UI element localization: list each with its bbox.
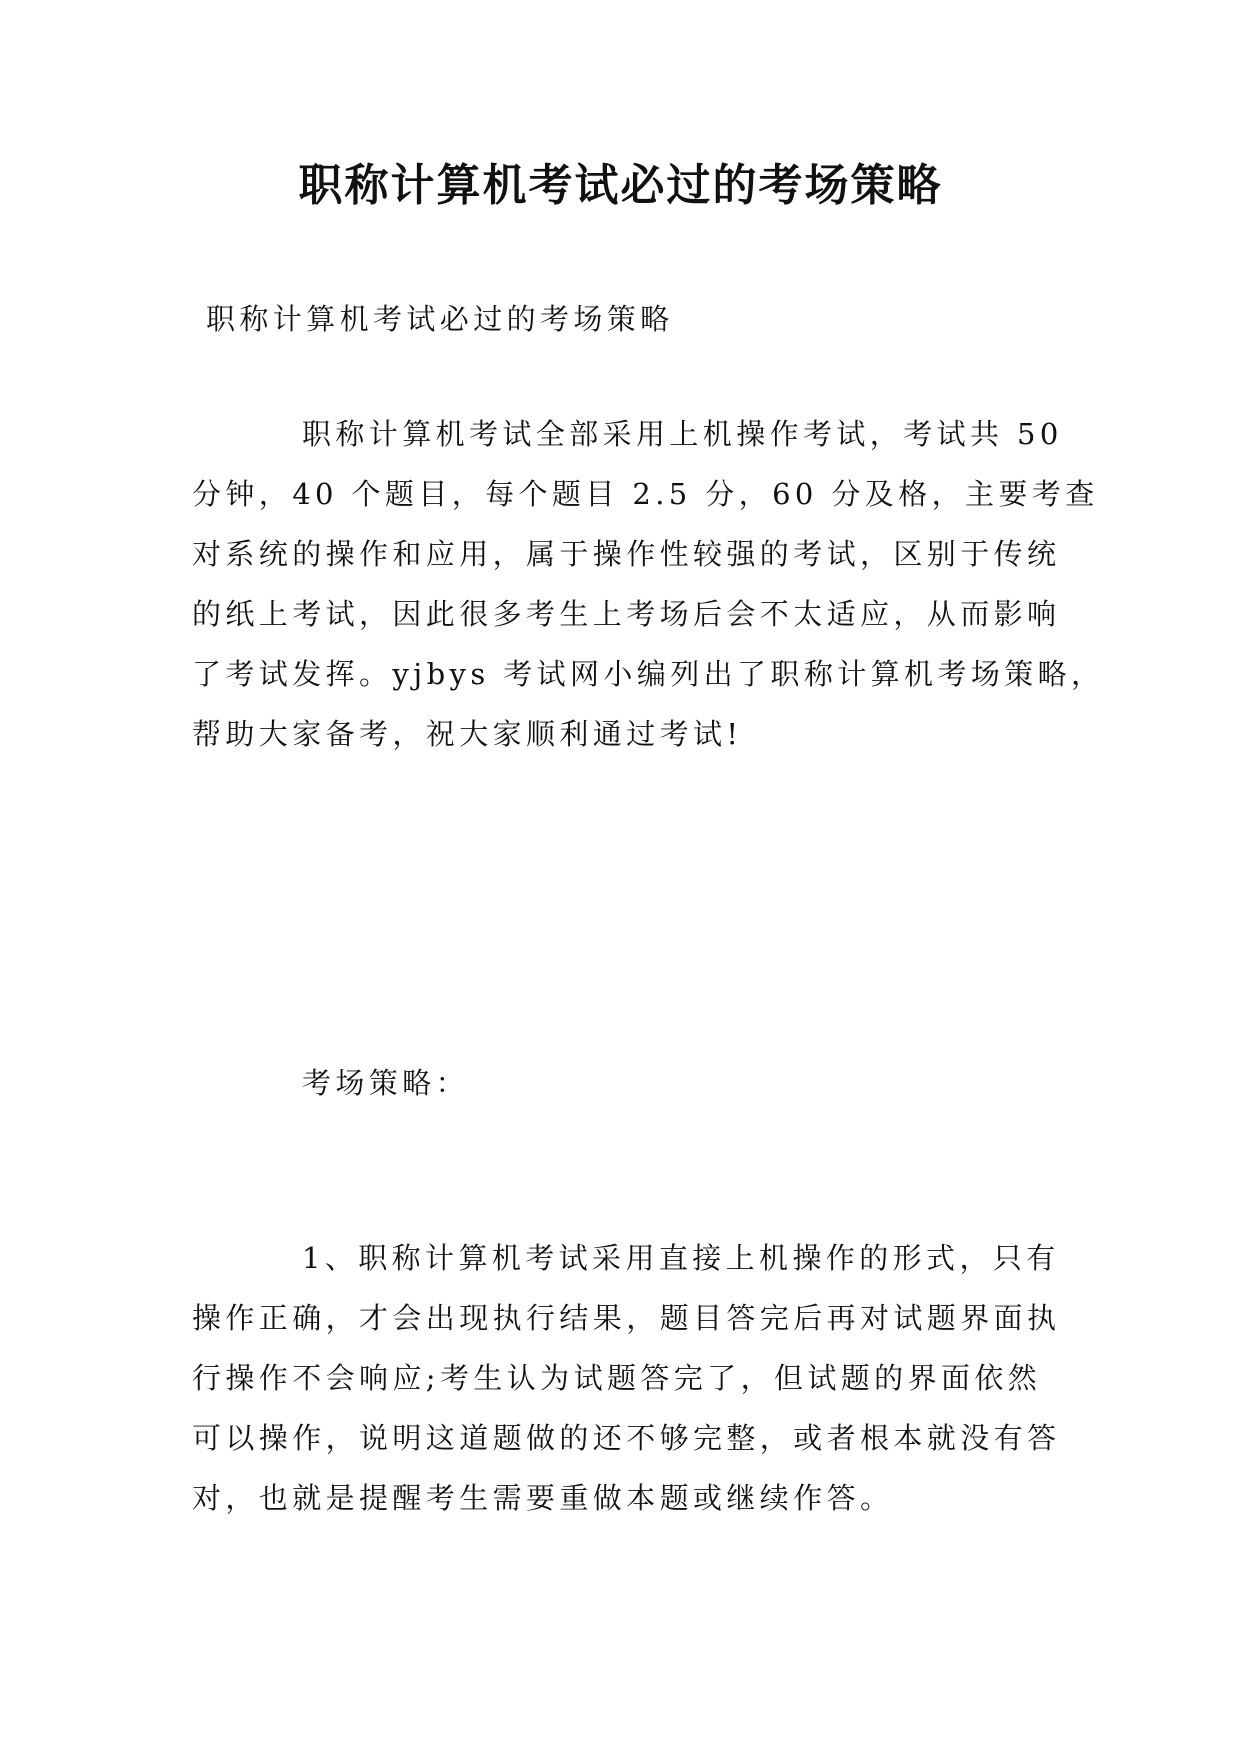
paragraph-line: 行操作不会响应;考生认为试题答完了，但试题的界面依然: [192, 1361, 1042, 1395]
strategy-point-1-paragraph: [192, 1228, 1152, 1528]
paragraph-line: 了考试发挥。yjbys 考试网小编列出了职称计算机考场策略，: [192, 657, 1105, 691]
document-title: 职称计算机考试必过的考场策略: [298, 160, 943, 211]
paragraph-line: 对，也就是提醒考生需要重做本题或继续作答。: [192, 1481, 894, 1515]
section-heading: 考场策略：: [302, 1066, 470, 1100]
paragraph-line: 1、职称计算机考试采用直接上机操作的形式，只有: [302, 1241, 1060, 1275]
paragraph-line: 对系统的操作和应用，属于操作性较强的考试，区别于传统: [192, 537, 1061, 571]
paragraph-line: 可以操作，说明这道题做的还不够完整，或者根本就没有答: [192, 1421, 1061, 1455]
paragraph-line: 帮助大家备考，祝大家顺利通过考试!: [192, 717, 743, 751]
paragraph-line: 分钟，40 个题目，每个题目 2.5 分，60 分及格，主要考查: [192, 477, 1099, 511]
paragraph-line: 操作正确，才会出现执行结果，题目答完后再对试题界面执: [192, 1301, 1061, 1335]
paragraph-line: 的纸上考试，因此很多考生上考场后会不太适应，从而影响: [192, 597, 1061, 631]
paragraph-line: 职称计算机考试全部采用上机操作考试，考试共 50: [302, 417, 1063, 451]
document-subtitle: 职称计算机考试必过的考场策略: [206, 302, 674, 336]
intro-paragraph: [192, 404, 1152, 764]
